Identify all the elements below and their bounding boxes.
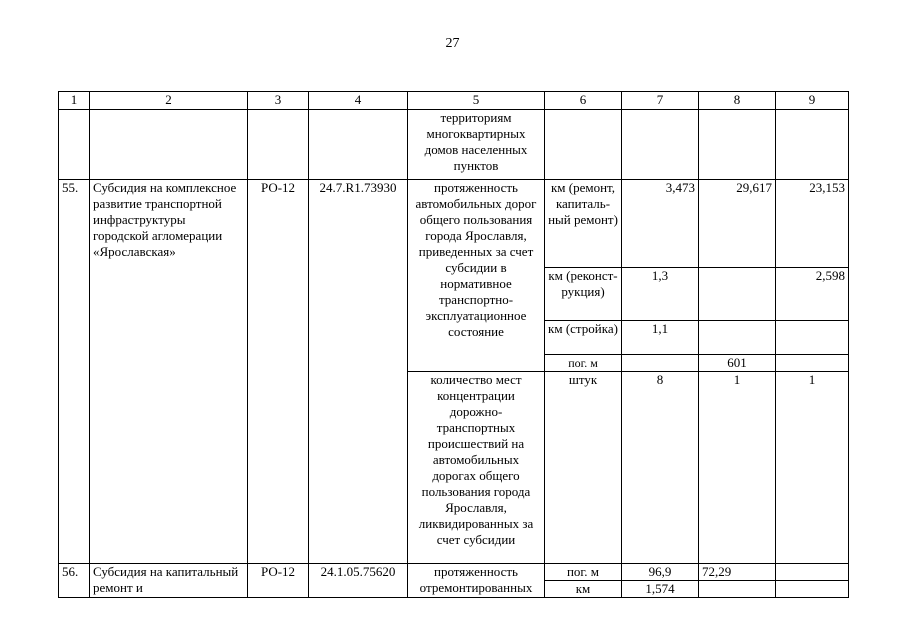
header-cell: 5: [408, 92, 545, 110]
header-cell: 6: [545, 92, 622, 110]
value-cell: 1: [699, 372, 776, 564]
value-cell: 72,29: [699, 564, 776, 581]
unit-cell: пог. м: [545, 355, 622, 372]
row-kbk: 24.7.R1.73930: [309, 180, 408, 564]
table-row: [59, 110, 849, 180]
header-cell: 4: [309, 92, 408, 110]
row-code: РО-12: [248, 180, 309, 564]
value-cell: [776, 321, 849, 355]
value-cell: [699, 581, 776, 598]
header-cell: 9: [776, 92, 849, 110]
table-row: [59, 180, 849, 268]
document-table: [58, 91, 849, 598]
unit-cell: км: [545, 581, 622, 598]
row-number: 56.: [59, 564, 90, 598]
header-cell: 7: [622, 92, 699, 110]
value-cell: 23,153: [776, 180, 849, 268]
indicator-cell: количество мест концентрации дорожно-транспортных происшествий на автомобильных дорогах общего пользования города Ярославля, ликвидированных за счет субсидии: [408, 372, 545, 564]
value-cell: 1,574: [622, 581, 699, 598]
page-number: 27: [445, 36, 460, 51]
value-cell: 3,473: [622, 180, 699, 268]
unit-cell: км (ремонт, капиталь-ный ремонт): [545, 180, 622, 268]
indicator-cell: протяженность отремонтированных: [408, 564, 545, 598]
value-cell: 29,617: [699, 180, 776, 268]
unit-cell: км (реконст-рукция): [545, 268, 622, 321]
header-cell: 8: [699, 92, 776, 110]
value-cell: 1,1: [622, 321, 699, 355]
row-code: РО-12: [248, 564, 309, 598]
table-row: [59, 564, 849, 581]
value-cell: 1,3: [622, 268, 699, 321]
value-cell: [699, 321, 776, 355]
header-cell: 3: [248, 92, 309, 110]
indicator-cell: территориям многоквартирных домов населенных пунктов: [408, 110, 545, 180]
value-cell: 601: [699, 355, 776, 372]
unit-cell: км (стройка): [545, 321, 622, 355]
header-cell: 2: [90, 92, 248, 110]
row-kbk: 24.1.05.75620: [309, 564, 408, 598]
indicator-cell: протяженность автомобильных дорог общего пользования города Ярославля, приведенных за счет субсидии в нормативное транспортно-эксплуатационное состояние: [408, 180, 545, 372]
header-cell: 1: [59, 92, 90, 110]
value-cell: [776, 564, 849, 581]
row-name: Субсидия на комплексное развитие транспортной инфраструктуры городской агломерации «Ярославская»: [90, 180, 248, 564]
value-cell: 2,598: [776, 268, 849, 321]
header-row: [59, 92, 849, 110]
row-number: 55.: [59, 180, 90, 564]
unit-cell: штук: [545, 372, 622, 564]
value-cell: 8: [622, 372, 699, 564]
value-cell: 96,9: [622, 564, 699, 581]
value-cell: [776, 581, 849, 598]
value-cell: [776, 355, 849, 372]
value-cell: [699, 268, 776, 321]
value-cell: [622, 355, 699, 372]
row-name: Субсидия на капитальный ремонт и: [90, 564, 248, 598]
unit-cell: пог. м: [545, 564, 622, 581]
value-cell: 1: [776, 372, 849, 564]
